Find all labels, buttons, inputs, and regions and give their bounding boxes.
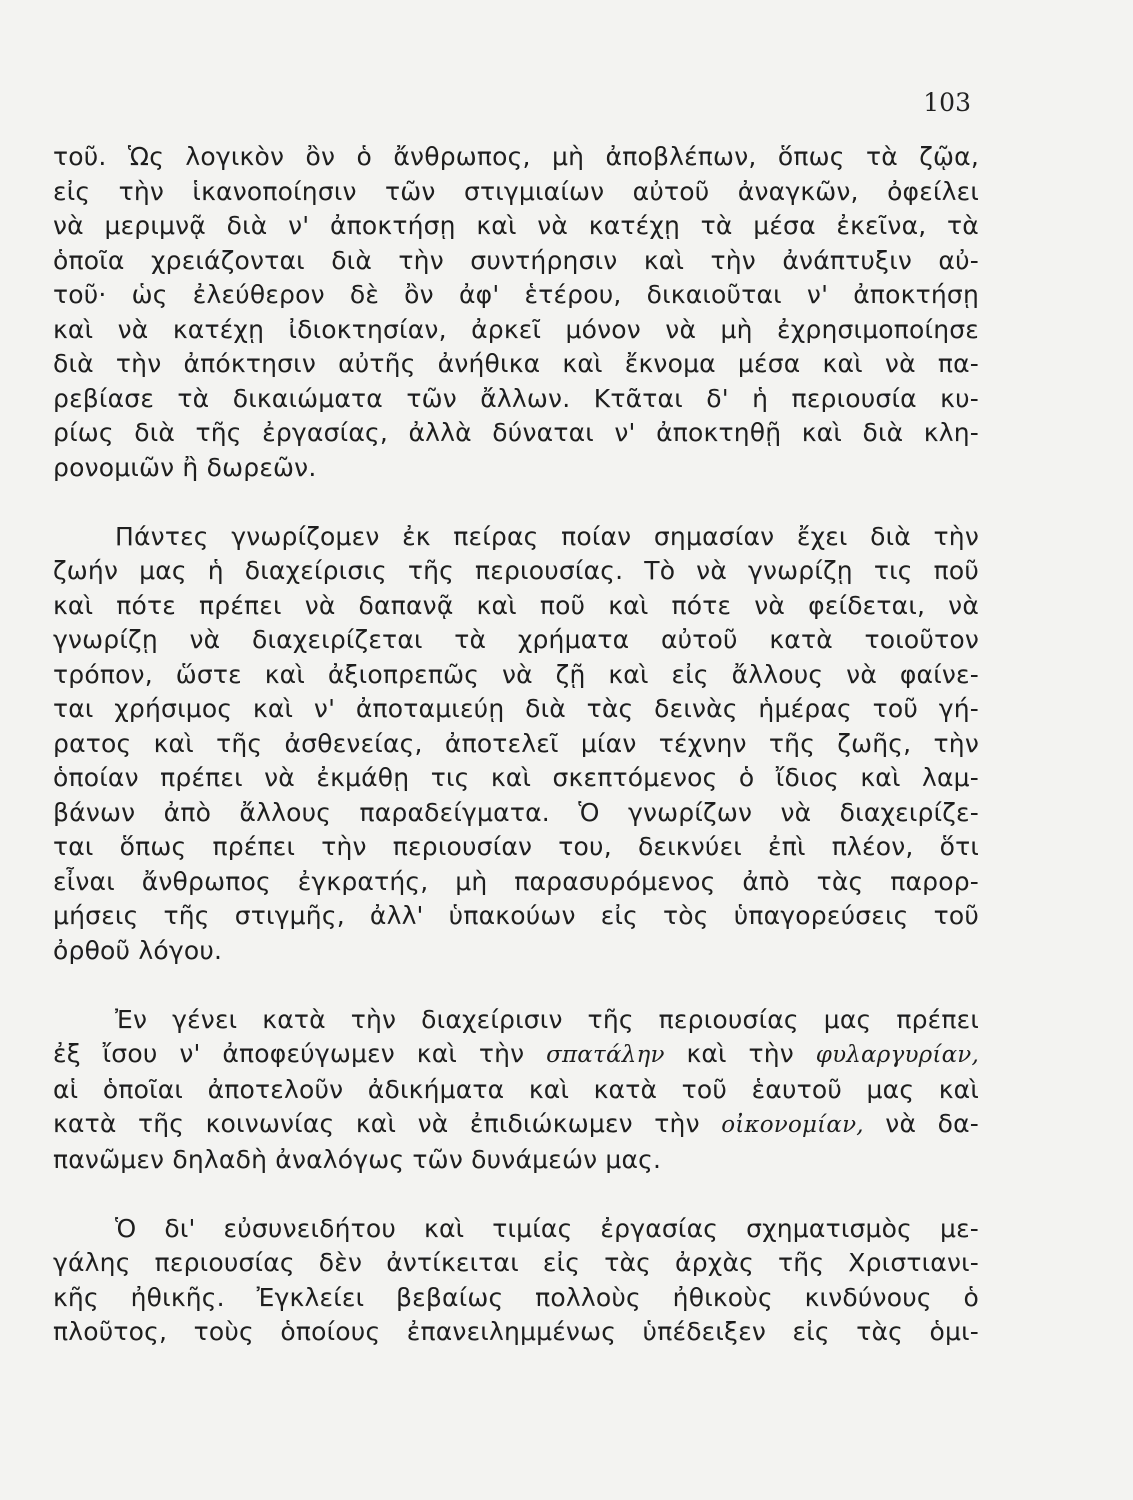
text-line: καὶ πότε πρέπει νὰ δαπανᾷ καὶ ποῦ καὶ πότε νὰ φείδεται, νὰ (53, 590, 979, 620)
text-line: γάλης περιουσίας δὲν ἀντίκειται εἰς τὰς ἀρχὰς τῆς Χριστιανι- (53, 1248, 979, 1277)
text-line: πλοῦτος, τοὺς ὁποίους ἐπανειλημμένως ὑπέδειξεν εἰς τὰς ὁμι- (53, 1317, 979, 1346)
text-line: Πάντες γνωρίζομεν ἐκ πείρας ποίαν σημασίαν ἔχει διὰ τὴν (115, 521, 979, 551)
text-line: ται ὅπως πρέπει τὴν περιουσίαν του, δεικνύει ἐπὶ πλέον, ὅτι (53, 832, 979, 861)
text-line: ὀρθοῦ λόγου. (53, 935, 223, 965)
text-line: γνωρίζῃ νὰ διαχειρίζεται τὰ χρήματα αὐτοῦ κατὰ τοιοῦτον (53, 625, 979, 654)
text-line: τοῦ· ὡς ἐλεύθερον δὲ ὂν ἀφ' ἑτέρου, δικαιοῦται ν' ἀποκτήσῃ (53, 280, 979, 309)
text-segment: νὰ δα- (863, 1109, 979, 1138)
body-text (53, 140, 979, 1350)
paragraph-gap (53, 968, 979, 1003)
text-line (53, 1107, 979, 1143)
text-line: τρόπον, ὥστε καὶ ἀξιοπρεπῶς νὰ ζῇ καὶ εἰς ἄλλους νὰ φαίνε- (53, 659, 979, 689)
text-line: Ὁ δι' εὐσυνειδήτου καὶ τιμίας ἐργασίας σχηματισμὸς με- (115, 1213, 979, 1243)
text-line: εἰς τὴν ἱκανοποίησιν τῶν στιγμιαίων αὐτοῦ ἀναγκῶν, ὀφείλει (53, 176, 979, 206)
text-line: ὁποίαν πρέπει νὰ ἐκμάθῃ τις καὶ σκεπτόμενος ὁ ἴδιος καὶ λαμ- (53, 763, 979, 792)
paragraph-gap (53, 1177, 979, 1212)
emphasis-spataleen: σπατάλην (546, 1042, 665, 1068)
text-line: εἶναι ἄνθρωπος ἐγκρατής, μὴ παρασυρόμενος ἀπὸ τὰς παρορ- (53, 866, 979, 896)
text-line: ται χρήσιμος καὶ ν' ἀποταμιεύῃ διὰ τὰς δεινὰς ἡμέρας τοῦ γή- (53, 694, 979, 723)
text-line: βάνων ἀπὸ ἄλλους παραδείγματα. Ὁ γνωρίζων νὰ διαχειρίζε- (53, 797, 979, 827)
page-number: 103 (923, 88, 971, 117)
text-line: ρατος καὶ τῆς ἀσθενείας, ἀποτελεῖ μίαν τέχνην τῆς ζωῆς, τὴν (53, 728, 979, 758)
emphasis-fylargyrian: φυλαργυρίαν, (815, 1042, 979, 1068)
text-segment: ἐξ ἴσου ν' ἀποφεύγωμεν καὶ τὴν (53, 1039, 547, 1068)
text-line: ρονομιῶν ἢ δωρεῶν. (53, 452, 317, 482)
paragraph-1 (53, 140, 979, 485)
text-line: ζωήν μας ἡ διαχείρισις τῆς περιουσίας. Τὸ νὰ γνωρίζῃ τις ποῦ (53, 556, 979, 585)
text-line: ρίως διὰ τῆς ἐργασίας, ἀλλὰ δύναται ν' ἀποκτηθῇ καὶ διὰ κλη- (53, 418, 979, 447)
text-segment: κατὰ τῆς κοινωνίας καὶ νὰ ἐπιδιώκωμεν τὴν (53, 1109, 722, 1138)
text-line: νὰ μεριμνᾷ διὰ ν' ἀποκτήσῃ καὶ νὰ κατέχῃ τὰ μέσα ἐκεῖνα, τὰ (53, 211, 979, 240)
text-line: πανῶμεν δηλαδὴ ἀναλόγως τῶν δυνάμεών μας. (53, 1144, 662, 1174)
text-line: Ἐν γένει κατὰ τὴν διαχείρισιν τῆς περιουσίας μας πρέπει (115, 1004, 979, 1034)
text-line: αἱ ὁποῖαι ἀποτελοῦν ἀδικήματα καὶ κατὰ τοῦ ἑαυτοῦ μας καὶ (53, 1074, 979, 1104)
text-line: μήσεις τῆς στιγμῆς, ἀλλ' ὑπακούων εἰς τὸς ὑπαγορεύσεις τοῦ (53, 901, 979, 930)
text-line: καὶ νὰ κατέχῃ ἰδιοκτησίαν, ἀρκεῖ μόνον νὰ μὴ ἐχρησιμοποίησε (53, 314, 979, 344)
text-line: διὰ τὴν ἀπόκτησιν αὐτῆς ἀνήθικα καὶ ἔκνομα μέσα καὶ νὰ πα- (53, 349, 979, 378)
text-line (53, 1037, 979, 1073)
text-line: τοῦ. Ὡς λογικὸν ὂν ὁ ἄνθρωπος, μὴ ἀποβλέπων, ὅπως τὰ ζῷα, (53, 142, 979, 171)
text-segment: καὶ τὴν (664, 1039, 816, 1068)
paragraph-4 (53, 1212, 979, 1350)
text-line: ὁποῖα χρειάζονται διὰ τὴν συντήρησιν καὶ τὴν ἀνάπτυξιν αὐ- (53, 245, 979, 275)
emphasis-oikonomian: οἰκονομίαν, (721, 1112, 864, 1138)
text-line: κῆς ἠθικῆς. Ἐγκλείει βεβαίως πολλοὺς ἠθικοὺς κινδύνους ὁ (53, 1282, 979, 1312)
text-line: ρεβίασε τὰ δικαιώματα τῶν ἄλλων. Κτᾶται δ' ἡ περιουσία κυ- (53, 383, 979, 413)
paragraph-2 (53, 520, 979, 969)
paragraph-gap (53, 485, 979, 520)
paragraph-3 (53, 1003, 979, 1178)
